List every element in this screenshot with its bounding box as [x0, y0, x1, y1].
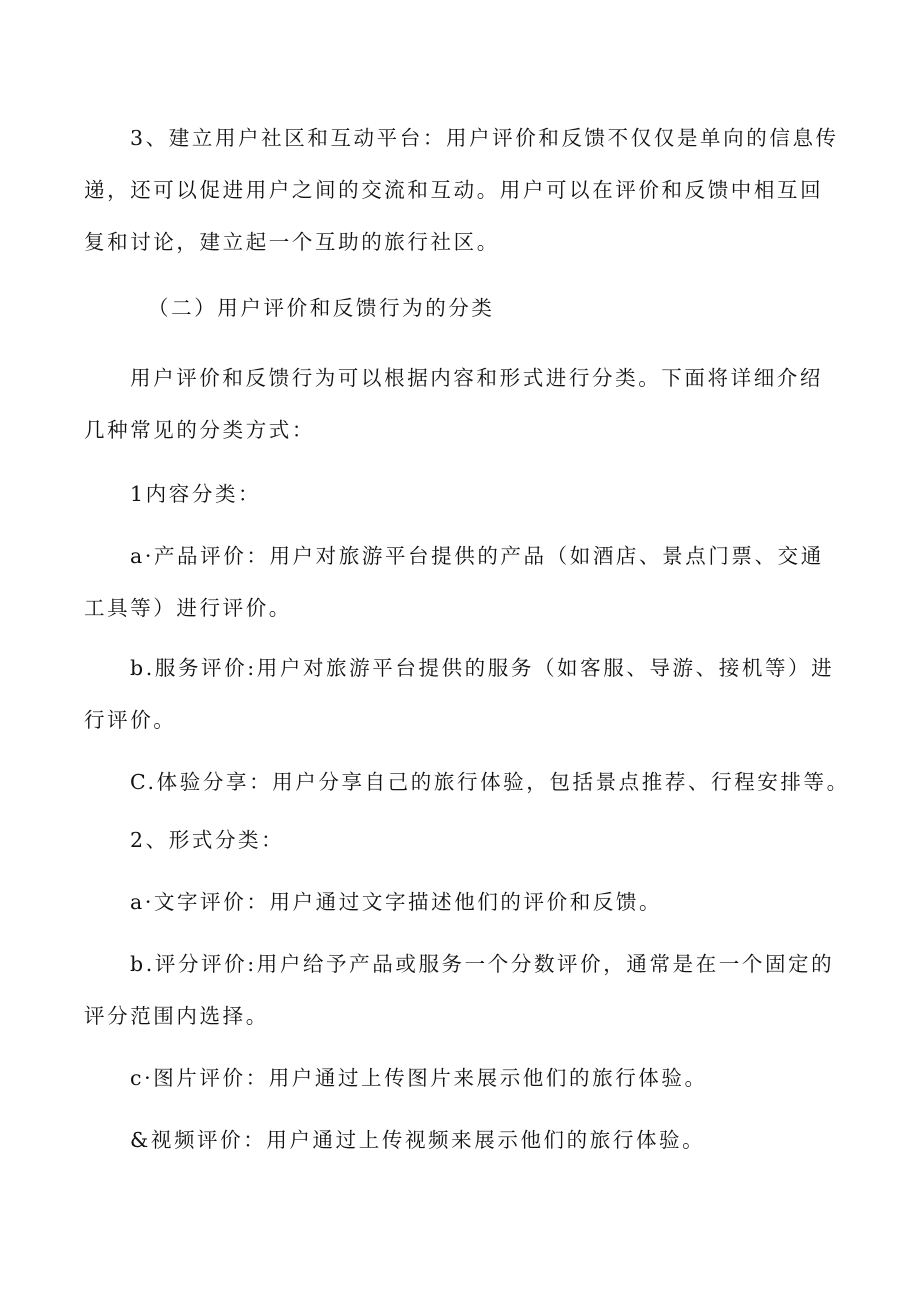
paragraph-community-platform: 3、建立用户社区和互动平台：用户评价和反馈不仅仅是单向的信息传递，还可以促进用户之间的交流和互动。用户可以在评价和反馈中相互回复和讨论，建立起一个互助的旅行社区。 [84, 126, 839, 254]
item-experience-sharing: C.体验分享：用户分享自己的旅行体验，包括景点推荐、行程安排等。 [130, 770, 850, 794]
item-service-review: b.服务评价:用户对旅游平台提供的服务（如客服、导游、接机等）进行评价。 [84, 656, 835, 732]
item-rating-review: b.评分评价:用户给予产品或服务一个分数评价，通常是在一个固定的评分范围内选择。 [84, 952, 835, 1028]
item-image-review: c·图片评价：用户通过上传图片来展示他们的旅行体验。 [130, 1066, 708, 1090]
item-product-review: a·产品评价：用户对旅游平台提供的产品（如酒店、景点门票、交通工具等）进行评价。 [84, 544, 824, 620]
heading-form-classification: 2、形式分类： [130, 828, 285, 852]
item-video-review: &视频评价：用户通过上传视频来展示他们的旅行体验。 [130, 1128, 706, 1152]
paragraph-classification-intro: 用户评价和反馈行为可以根据内容和形式进行分类。下面将详细介绍几种常见的分类方式： [84, 366, 823, 442]
item-text-review: a·文字评价：用户通过文字描述他们的评价和反馈。 [130, 890, 663, 914]
heading-content-classification: 1内容分类： [130, 482, 262, 506]
section-heading-classification: （二）用户评价和反馈行为的分类 [148, 296, 495, 320]
